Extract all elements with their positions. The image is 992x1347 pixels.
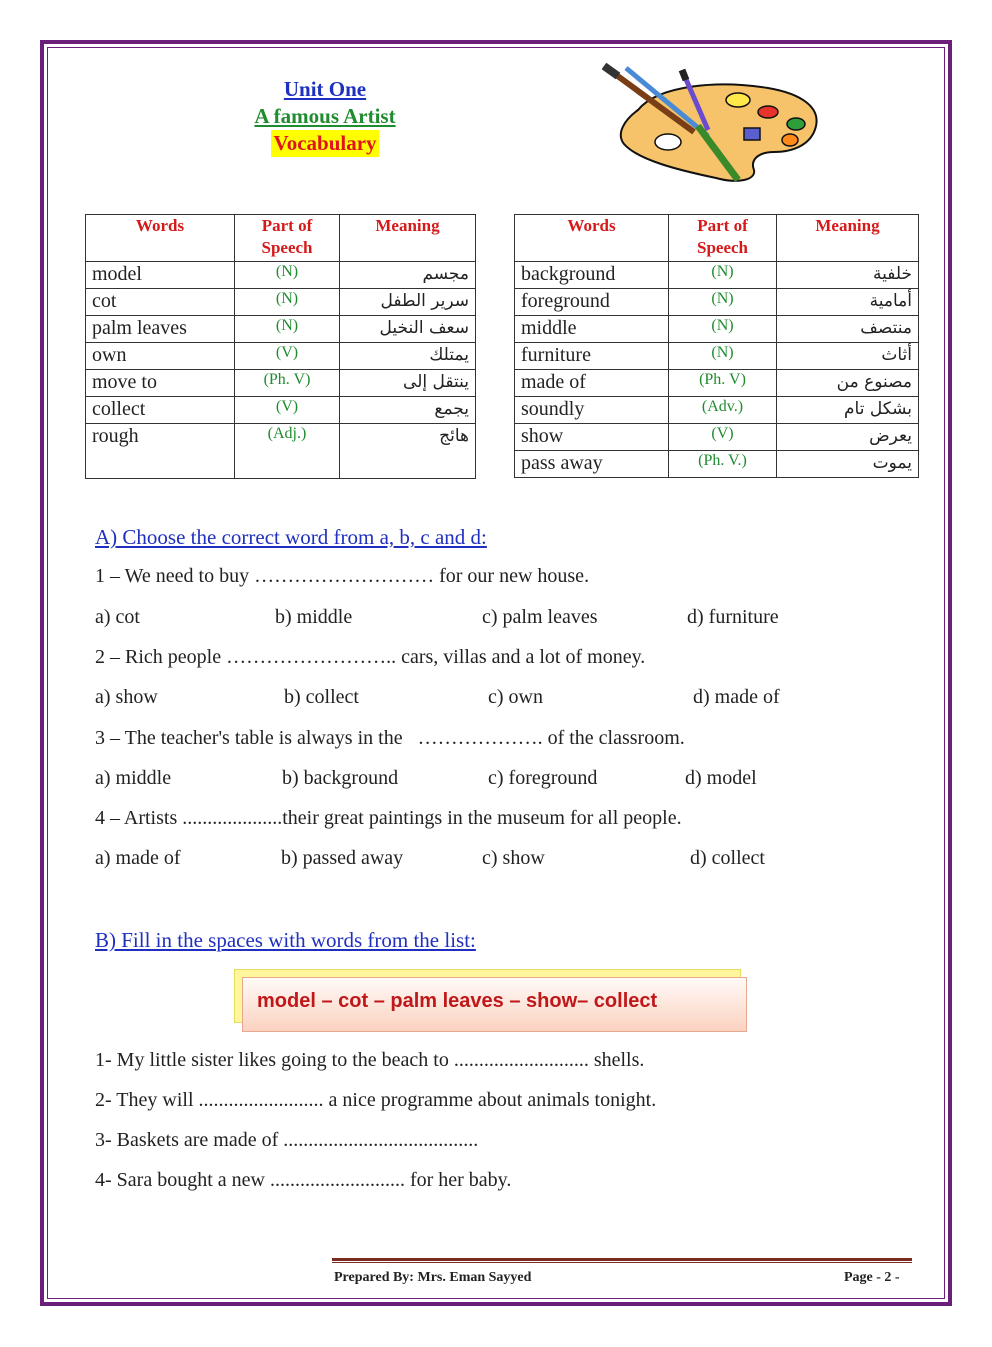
option-3d: d) model xyxy=(685,767,757,789)
lesson-title: A famous Artist xyxy=(254,104,396,128)
option-1b: b) middle xyxy=(275,606,353,628)
word: soundly xyxy=(515,397,669,424)
footer-divider-thin xyxy=(332,1262,912,1263)
part-of-speech: (V) xyxy=(235,343,340,370)
meaning: سرير الطفل xyxy=(340,289,476,316)
word: rough xyxy=(86,424,235,479)
part-of-speech: (N) xyxy=(669,343,777,370)
unit-title: Unit One xyxy=(283,77,367,101)
meaning: أثاث xyxy=(777,343,919,370)
table-row xyxy=(515,370,919,397)
header-meaning: Meaning xyxy=(340,215,476,262)
meaning: خلفية xyxy=(777,262,919,289)
word-list-box: model – cot – palm leaves – show– collect xyxy=(242,977,747,1032)
word: background xyxy=(515,262,669,289)
option-2c: c) own xyxy=(488,686,543,708)
section-a-heading: A) Choose the correct word from a, b, c and d: xyxy=(95,525,487,549)
table-row xyxy=(515,451,919,478)
meaning: سعف النخيل xyxy=(340,316,476,343)
table-row xyxy=(515,343,919,370)
option-2d: d) made of xyxy=(693,686,780,708)
table-row xyxy=(515,289,919,316)
word: furniture xyxy=(515,343,669,370)
table-row xyxy=(86,343,476,370)
part-of-speech: (Adj.) xyxy=(235,424,340,479)
meaning: يجمع xyxy=(340,397,476,424)
option-2b: b) collect xyxy=(284,686,359,708)
table-row xyxy=(515,424,919,451)
question-1: 1 – We need to buy ……………………… for our new house. xyxy=(95,565,590,587)
header-meaning: Meaning xyxy=(777,215,919,262)
part-of-speech: (N) xyxy=(235,316,340,343)
table-row xyxy=(86,316,476,343)
question-3: 3 – The teacher's table is always in the ………………. of the classroom. xyxy=(95,727,685,749)
option-3b: b) background xyxy=(282,767,399,789)
option-1a: a) cot xyxy=(95,606,140,628)
question-4: 4 – Artists ....................their great paintings in the museum for all people. xyxy=(95,807,682,829)
section-title: Vocabulary xyxy=(273,131,377,155)
meaning: يعرض xyxy=(777,424,919,451)
word: cot xyxy=(86,289,235,316)
table-row xyxy=(515,397,919,424)
part-of-speech: (N) xyxy=(669,316,777,343)
option-2a: a) show xyxy=(95,686,158,708)
word: middle xyxy=(515,316,669,343)
part-of-speech: (Ph. V.) xyxy=(669,451,777,478)
header-pos: Part of Speech xyxy=(669,215,777,262)
meaning: مصنوع من xyxy=(777,370,919,397)
meaning: بشكل تام xyxy=(777,397,919,424)
option-3a: a) middle xyxy=(95,767,172,789)
option-4d: d) collect xyxy=(690,847,765,869)
part-of-speech: (V) xyxy=(669,424,777,451)
word: own xyxy=(86,343,235,370)
option-4c: c) show xyxy=(482,847,545,869)
footer-page-number: Page - 2 - xyxy=(844,1270,900,1285)
table-row xyxy=(515,262,919,289)
table-row xyxy=(86,262,476,289)
title-block xyxy=(240,76,410,157)
part-of-speech: (N) xyxy=(669,289,777,316)
section-b-heading: B) Fill in the spaces with words from the list: xyxy=(95,928,476,952)
word: palm leaves xyxy=(86,316,235,343)
header-words: Words xyxy=(515,215,669,262)
meaning: هائج xyxy=(340,424,476,479)
part-of-speech: (Adv.) xyxy=(669,397,777,424)
option-4b: b) passed away xyxy=(281,847,404,869)
table-row xyxy=(86,370,476,397)
fill-sentence-1: 1- My little sister likes going to the beach to ........................... shells. xyxy=(95,1049,645,1071)
meaning: يموت xyxy=(777,451,919,478)
option-4a: a) made of xyxy=(95,847,181,869)
part-of-speech: (N) xyxy=(235,262,340,289)
word: collect xyxy=(86,397,235,424)
word: pass away xyxy=(515,451,669,478)
word: model xyxy=(86,262,235,289)
part-of-speech: (Ph. V) xyxy=(235,370,340,397)
vocab-table-left xyxy=(85,214,476,479)
vocab-table-right xyxy=(514,214,919,478)
option-1d: d) furniture xyxy=(687,606,779,628)
word: made of xyxy=(515,370,669,397)
word: foreground xyxy=(515,289,669,316)
part-of-speech: (N) xyxy=(235,289,340,316)
part-of-speech: (N) xyxy=(669,262,777,289)
meaning: أمامية xyxy=(777,289,919,316)
footer-author: Prepared By: Mrs. Eman Sayyed xyxy=(334,1270,532,1285)
paint-palette-icon xyxy=(598,60,824,186)
table-row xyxy=(86,424,476,479)
fill-sentence-3: 3- Baskets are made of ....................................... xyxy=(95,1129,479,1151)
table-row xyxy=(86,289,476,316)
header-pos: Part of Speech xyxy=(235,215,340,262)
table-row xyxy=(515,316,919,343)
meaning: يمتلك xyxy=(340,343,476,370)
word: move to xyxy=(86,370,235,397)
header-words: Words xyxy=(86,215,235,262)
meaning: منتصف xyxy=(777,316,919,343)
option-3c: c) foreground xyxy=(488,767,598,789)
meaning: مجسم xyxy=(340,262,476,289)
word: show xyxy=(515,424,669,451)
part-of-speech: (Ph. V) xyxy=(669,370,777,397)
meaning: ينتقل إلى xyxy=(340,370,476,397)
table-row xyxy=(86,397,476,424)
question-2: 2 – Rich people …………………….. cars, villas and a lot of money. xyxy=(95,646,646,668)
footer-divider xyxy=(332,1258,912,1261)
fill-sentence-2: 2- They will ......................... a nice programme about animals tonight. xyxy=(95,1089,657,1111)
part-of-speech: (V) xyxy=(235,397,340,424)
fill-sentence-4: 4- Sara bought a new ........................... for her baby. xyxy=(95,1169,512,1191)
option-1c: c) palm leaves xyxy=(482,606,598,628)
